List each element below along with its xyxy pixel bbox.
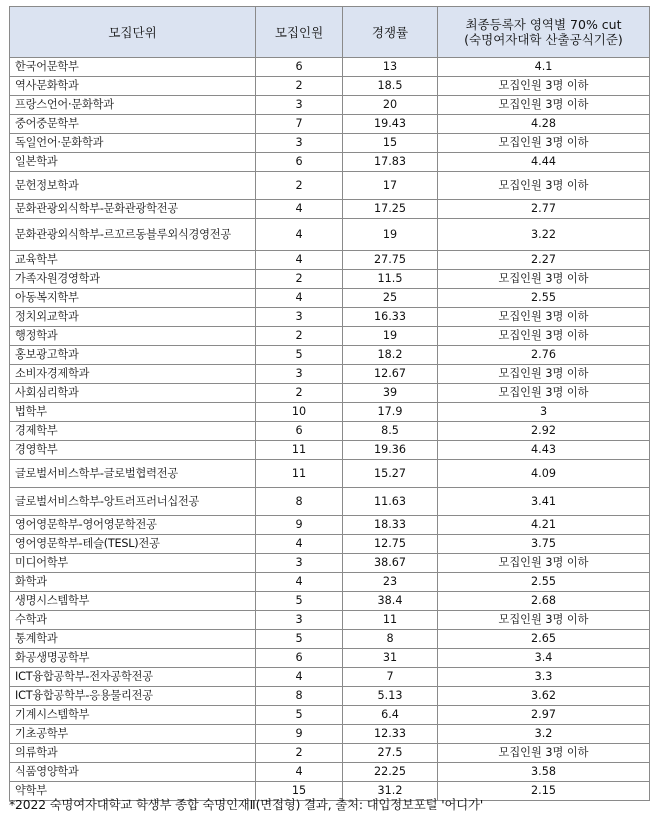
unit-cell: 중어중문학부: [10, 115, 256, 134]
unit-cell: 영어영문학부-영어영문학전공: [10, 516, 256, 535]
unit-cell: 통계학과: [10, 630, 256, 649]
cut-cell: 모집인원 3명 이하: [438, 134, 650, 153]
quota-cell: 4: [256, 251, 343, 270]
quota-cell: 4: [256, 200, 343, 219]
cut-cell: 3.3: [438, 668, 650, 687]
header-cut-line1: 최종등록자 영역별 70% cut: [465, 17, 622, 32]
cut-cell: 3.58: [438, 763, 650, 782]
cut-cell: 2.55: [438, 573, 650, 592]
table-row: [10, 611, 650, 630]
cut-cell: 2.55: [438, 289, 650, 308]
unit-cell: 홍보광고학과: [10, 346, 256, 365]
table-row: [10, 219, 650, 251]
rate-cell: 13: [343, 58, 438, 77]
table-row: [10, 592, 650, 611]
quota-cell: 9: [256, 725, 343, 744]
unit-cell: 일본학과: [10, 153, 256, 172]
table-row: [10, 346, 650, 365]
table-row: [10, 725, 650, 744]
table-row: [10, 630, 650, 649]
table-row: [10, 200, 650, 219]
rate-cell: 31: [343, 649, 438, 668]
table-row: [10, 649, 650, 668]
header-rate: 경쟁률: [343, 7, 438, 58]
rate-cell: 11.63: [343, 488, 438, 516]
rate-cell: 25: [343, 289, 438, 308]
header-cut-line2: (숙명여자대학 산출공식기준): [464, 32, 623, 47]
rate-cell: 38.4: [343, 592, 438, 611]
quota-cell: 6: [256, 649, 343, 668]
cut-cell: 2.92: [438, 422, 650, 441]
unit-cell: 기계시스템학부: [10, 706, 256, 725]
cut-cell: 4.1: [438, 58, 650, 77]
table-row: [10, 365, 650, 384]
cut-cell: 4.09: [438, 460, 650, 488]
cut-cell: 2.15: [438, 782, 650, 801]
quota-cell: 2: [256, 327, 343, 346]
unit-cell: 사회심리학과: [10, 384, 256, 403]
rate-cell: 11: [343, 611, 438, 630]
quota-cell: 8: [256, 488, 343, 516]
rate-cell: 18.2: [343, 346, 438, 365]
quota-cell: 10: [256, 403, 343, 422]
table-row: [10, 384, 650, 403]
unit-cell: 경제학부: [10, 422, 256, 441]
rate-cell: 17.25: [343, 200, 438, 219]
quota-cell: 3: [256, 611, 343, 630]
cut-cell: 4.21: [438, 516, 650, 535]
table-row: [10, 706, 650, 725]
table-row: [10, 289, 650, 308]
cut-cell: 2.77: [438, 200, 650, 219]
unit-cell: 의류학과: [10, 744, 256, 763]
unit-cell: 수학과: [10, 611, 256, 630]
cut-cell: 모집인원 3명 이하: [438, 384, 650, 403]
cut-cell: 2.27: [438, 251, 650, 270]
quota-cell: 2: [256, 172, 343, 200]
unit-cell: 독일언어·문화학과: [10, 134, 256, 153]
unit-cell: 경영학부: [10, 441, 256, 460]
quota-cell: 11: [256, 441, 343, 460]
quota-cell: 3: [256, 308, 343, 327]
cut-cell: 모집인원 3명 이하: [438, 308, 650, 327]
quota-cell: 2: [256, 77, 343, 96]
rate-cell: 6.4: [343, 706, 438, 725]
rate-cell: 22.25: [343, 763, 438, 782]
table-body: [10, 58, 650, 801]
unit-cell: 화학과: [10, 573, 256, 592]
rate-cell: 18.5: [343, 77, 438, 96]
header-row: [10, 7, 650, 58]
rate-cell: 5.13: [343, 687, 438, 706]
table-row: [10, 96, 650, 115]
unit-cell: 기초공학부: [10, 725, 256, 744]
rate-cell: 19.36: [343, 441, 438, 460]
rate-cell: 12.67: [343, 365, 438, 384]
unit-cell: 영어영문학부-테슬(TESL)전공: [10, 535, 256, 554]
unit-cell: ICT융합공학부-응용물리전공: [10, 687, 256, 706]
table-row: [10, 251, 650, 270]
rate-cell: 27.75: [343, 251, 438, 270]
cut-cell: 모집인원 3명 이하: [438, 96, 650, 115]
unit-cell: 아동복지학부: [10, 289, 256, 308]
rate-cell: 19: [343, 327, 438, 346]
cut-cell: 모집인원 3명 이하: [438, 270, 650, 289]
quota-cell: 5: [256, 346, 343, 365]
quota-cell: 4: [256, 535, 343, 554]
unit-cell: 식품영양학과: [10, 763, 256, 782]
table-row: [10, 554, 650, 573]
unit-cell: 소비자경제학과: [10, 365, 256, 384]
quota-cell: 4: [256, 763, 343, 782]
table-row: [10, 422, 650, 441]
table-row: [10, 535, 650, 554]
header-unit: 모집단위: [10, 7, 256, 58]
quota-cell: 3: [256, 134, 343, 153]
quota-cell: 5: [256, 592, 343, 611]
cut-cell: 4.44: [438, 153, 650, 172]
table-row: [10, 134, 650, 153]
quota-cell: 8: [256, 687, 343, 706]
table-row: [10, 270, 650, 289]
rate-cell: 7: [343, 668, 438, 687]
table-row: [10, 403, 650, 422]
unit-cell: 교육학부: [10, 251, 256, 270]
cut-cell: 3.62: [438, 687, 650, 706]
rate-cell: 27.5: [343, 744, 438, 763]
quota-cell: 5: [256, 706, 343, 725]
table-row: [10, 327, 650, 346]
unit-cell: 약학부: [10, 782, 256, 801]
unit-cell: ICT융합공학부-전자공학전공: [10, 668, 256, 687]
quota-cell: 4: [256, 289, 343, 308]
table-row: [10, 77, 650, 96]
table-row: [10, 441, 650, 460]
unit-cell: 가족자원경영학과: [10, 270, 256, 289]
quota-cell: 3: [256, 96, 343, 115]
rate-cell: 11.5: [343, 270, 438, 289]
table-row: [10, 460, 650, 488]
admission-results-table: [9, 6, 650, 801]
rate-cell: 17: [343, 172, 438, 200]
unit-cell: 미디어학부: [10, 554, 256, 573]
cut-cell: 2.68: [438, 592, 650, 611]
table-row: [10, 573, 650, 592]
table-row: [10, 172, 650, 200]
cut-cell: 모집인원 3명 이하: [438, 365, 650, 384]
quota-cell: 3: [256, 365, 343, 384]
cut-cell: 모집인원 3명 이하: [438, 327, 650, 346]
rate-cell: 20: [343, 96, 438, 115]
unit-cell: 화공생명공학부: [10, 649, 256, 668]
rate-cell: 39: [343, 384, 438, 403]
header-cut: [438, 7, 650, 58]
cut-cell: 3.4: [438, 649, 650, 668]
rate-cell: 18.33: [343, 516, 438, 535]
unit-cell: 정치외교학과: [10, 308, 256, 327]
rate-cell: 19: [343, 219, 438, 251]
table-row: [10, 58, 650, 77]
source-footnote: *2022 숙명여자대학교 학생부 종합 숙명인재Ⅱ(면접형) 결과, 출처: 대입정보포털 '어디가': [9, 798, 484, 812]
rate-cell: 15: [343, 134, 438, 153]
quota-cell: 6: [256, 153, 343, 172]
table-row: [10, 744, 650, 763]
unit-cell: 생명시스템학부: [10, 592, 256, 611]
cut-cell: 2.76: [438, 346, 650, 365]
table-row: [10, 115, 650, 134]
quota-cell: 3: [256, 554, 343, 573]
cut-cell: 2.65: [438, 630, 650, 649]
cut-cell: 3.41: [438, 488, 650, 516]
quota-cell: 5: [256, 630, 343, 649]
cut-cell: 4.28: [438, 115, 650, 134]
quota-cell: 15: [256, 782, 343, 801]
table-row: [10, 687, 650, 706]
quota-cell: 4: [256, 573, 343, 592]
cut-cell: 3.75: [438, 535, 650, 554]
unit-cell: 문헌정보학과: [10, 172, 256, 200]
quota-cell: 4: [256, 668, 343, 687]
unit-cell: 행정학과: [10, 327, 256, 346]
rate-cell: 38.67: [343, 554, 438, 573]
rate-cell: 16.33: [343, 308, 438, 327]
unit-cell: 한국어문학부: [10, 58, 256, 77]
cut-cell: 모집인원 3명 이하: [438, 744, 650, 763]
table-row: [10, 488, 650, 516]
quota-cell: 6: [256, 422, 343, 441]
unit-cell: 글로벌서비스학부-글로벌협력전공: [10, 460, 256, 488]
quota-cell: 4: [256, 219, 343, 251]
quota-cell: 9: [256, 516, 343, 535]
table-row: [10, 516, 650, 535]
cut-cell: 3.2: [438, 725, 650, 744]
table-row: [10, 668, 650, 687]
rate-cell: 31.2: [343, 782, 438, 801]
quota-cell: 2: [256, 384, 343, 403]
rate-cell: 17.9: [343, 403, 438, 422]
cut-cell: 모집인원 3명 이하: [438, 77, 650, 96]
cut-cell: 모집인원 3명 이하: [438, 611, 650, 630]
header-quota: 모집인원: [256, 7, 343, 58]
unit-cell: 법학부: [10, 403, 256, 422]
rate-cell: 12.75: [343, 535, 438, 554]
quota-cell: 7: [256, 115, 343, 134]
unit-cell: 문화관광외식학부-르꼬르동블루외식경영전공: [10, 219, 256, 251]
table-row: [10, 308, 650, 327]
cut-cell: 3: [438, 403, 650, 422]
rate-cell: 8.5: [343, 422, 438, 441]
cut-cell: 3.22: [438, 219, 650, 251]
cut-cell: 4.43: [438, 441, 650, 460]
rate-cell: 23: [343, 573, 438, 592]
rate-cell: 19.43: [343, 115, 438, 134]
quota-cell: 2: [256, 744, 343, 763]
table-row: [10, 153, 650, 172]
rate-cell: 8: [343, 630, 438, 649]
cut-cell: 2.97: [438, 706, 650, 725]
rate-cell: 15.27: [343, 460, 438, 488]
cut-cell: 모집인원 3명 이하: [438, 172, 650, 200]
quota-cell: 11: [256, 460, 343, 488]
quota-cell: 2: [256, 270, 343, 289]
quota-cell: 6: [256, 58, 343, 77]
unit-cell: 역사문화학과: [10, 77, 256, 96]
unit-cell: 문화관광외식학부-문화관광학전공: [10, 200, 256, 219]
rate-cell: 12.33: [343, 725, 438, 744]
unit-cell: 프랑스언어·문화학과: [10, 96, 256, 115]
cut-cell: 모집인원 3명 이하: [438, 554, 650, 573]
table-row: [10, 763, 650, 782]
unit-cell: 글로벌서비스학부-앙트러프러너십전공: [10, 488, 256, 516]
rate-cell: 17.83: [343, 153, 438, 172]
table-header: [10, 7, 650, 58]
